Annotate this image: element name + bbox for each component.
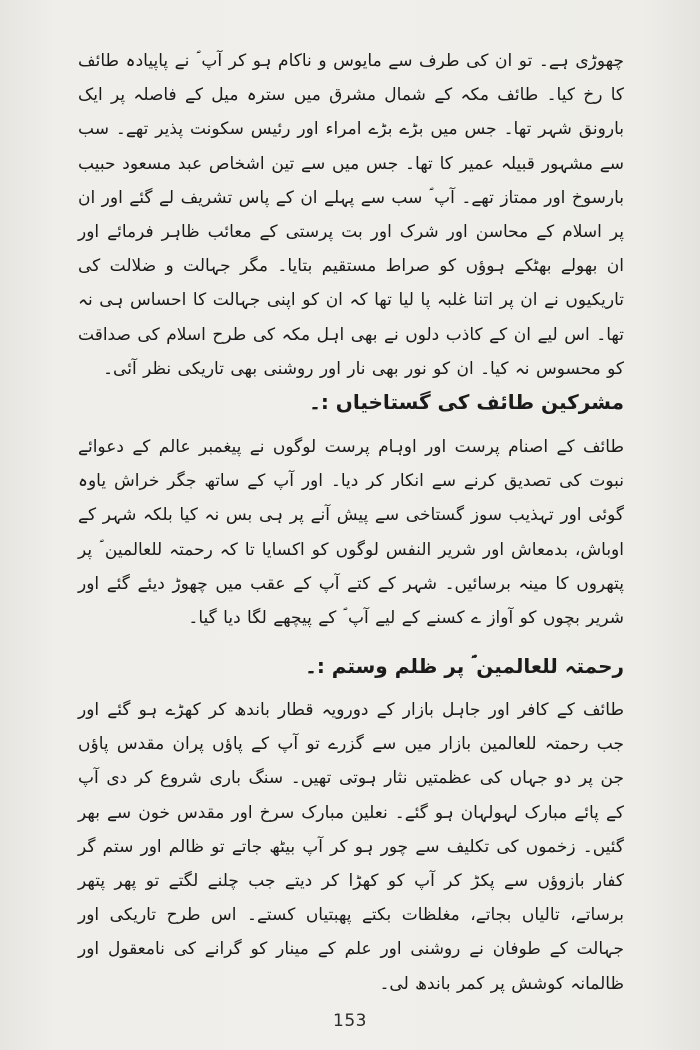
paragraph-block-3: [78, 693, 624, 1001]
paragraph-block-2: [78, 430, 624, 635]
paragraph-3: طائف کے کافر اور جاہل بازار کے دورویہ قطار باندھ کر کھڑے ہو گئے اور جب رحمتہ للعالمین بازار میں سے گزرے تو آپ کے پاؤں پران مقدس پاؤں جن پر دو جہاں کی عظمتیں نثار ہوتی تھیں۔ سنگ باری شروع کر دی آپ کے پائے مبارک لہولہان ہو گئے۔ نعلین مبارک سرخ اور مقدس خون سے بھر گئیں۔ زخموں کی تکلیف سے چور ہو کر آپ بیٹھ جاتے تو ظالم اور ستم گر کفار بازوؤں سے پکڑ کر آپ کو کھڑا کر دیتے جب چلنے لگتے تو پھر پتھر برساتے، تالیاں بجاتے، مغلظات بکتے پھبتیاں کستے۔ اس طرح تاریکی اور جہالت کے طوفان نے روشنی اور علم کے مینار کو گرانے کی نامعقول اور ظالمانہ کوشش پر کمر باندھ لی۔: [78, 700, 624, 994]
paragraph-block-1: [78, 44, 624, 386]
section-heading-2: رحمتہ للعالمین ؐ پر ظلم وستم :۔: [305, 654, 624, 678]
section-heading-1: مشرکین طائف کی گستاخیاں :۔: [309, 390, 624, 414]
page-number: 153: [333, 1011, 367, 1031]
paragraph-2: طائف کے اصنام پرست اور اوہام پرست لوگوں نے پیغمبر عالم کے دعوائے نبوت کی تصدیق کرنے سے انکار کر دیا۔ اور آپ کے ساتھ جگر خراش یاوہ گوئی اور تہذیب سوز گستاخی سے پیش آنے پر ہی بس نہ کیا بلکہ شہر کے اوباش، بدمعاش اور شریر النفس لوگوں کو اکسایا تا کہ رحمتہ للعالمین ؐ پر پتھروں کا مینہ برسائیں۔ شہر کے کتے آپ کے عقب میں چھوڑ دیئے گئے اور شریر بچوں کو آواز ے کسنے کے لیے آپ ؐ کے پیچھے لگا دیا گیا۔: [78, 437, 624, 629]
paragraph-1: چھوڑی ہے۔ تو ان کی طرف سے مایوس و ناکام ہو کر آپ ؐ نے پاپیادہ طائف کا رخ کیا۔ طائف مکہ کے شمال مشرق میں سترہ میل کے فاصلہ پر ایک بارونق شہر تھا۔ جس میں بڑے بڑے امراء اور رئیس سکونت پذیر تھے۔ سب سے مشہور قبیلہ عمیر کا تھا۔ جس میں سے تین اشخاص عبد مسعود حبیب بارسوخ اور ممتاز تھے۔ آپ ؐ سب سے پہلے ان کے پاس تشریف لے گئے اور ان پر اسلام کے محاسن اور شرک اور بت پرستی کے معائب ظاہر فرمائے اور ان بھولے بھٹکے ہوؤں کو صراط مستقیم بتایا۔ مگر جہالت و ضلالت کی تاریکیوں نے ان پر اتنا غلبہ پا لیا تھا کہ ان کو اپنی جہالت کا احساس ہی نہ تھا۔ اس لیے ان کے کاذب دلوں نے بھی اہل مکہ کی طرح اسلام کی صداقت کو محسوس نہ کیا۔ ان کو نور بھی نار اور روشنی بھی تاریکی نظر آئی۔: [78, 51, 624, 379]
